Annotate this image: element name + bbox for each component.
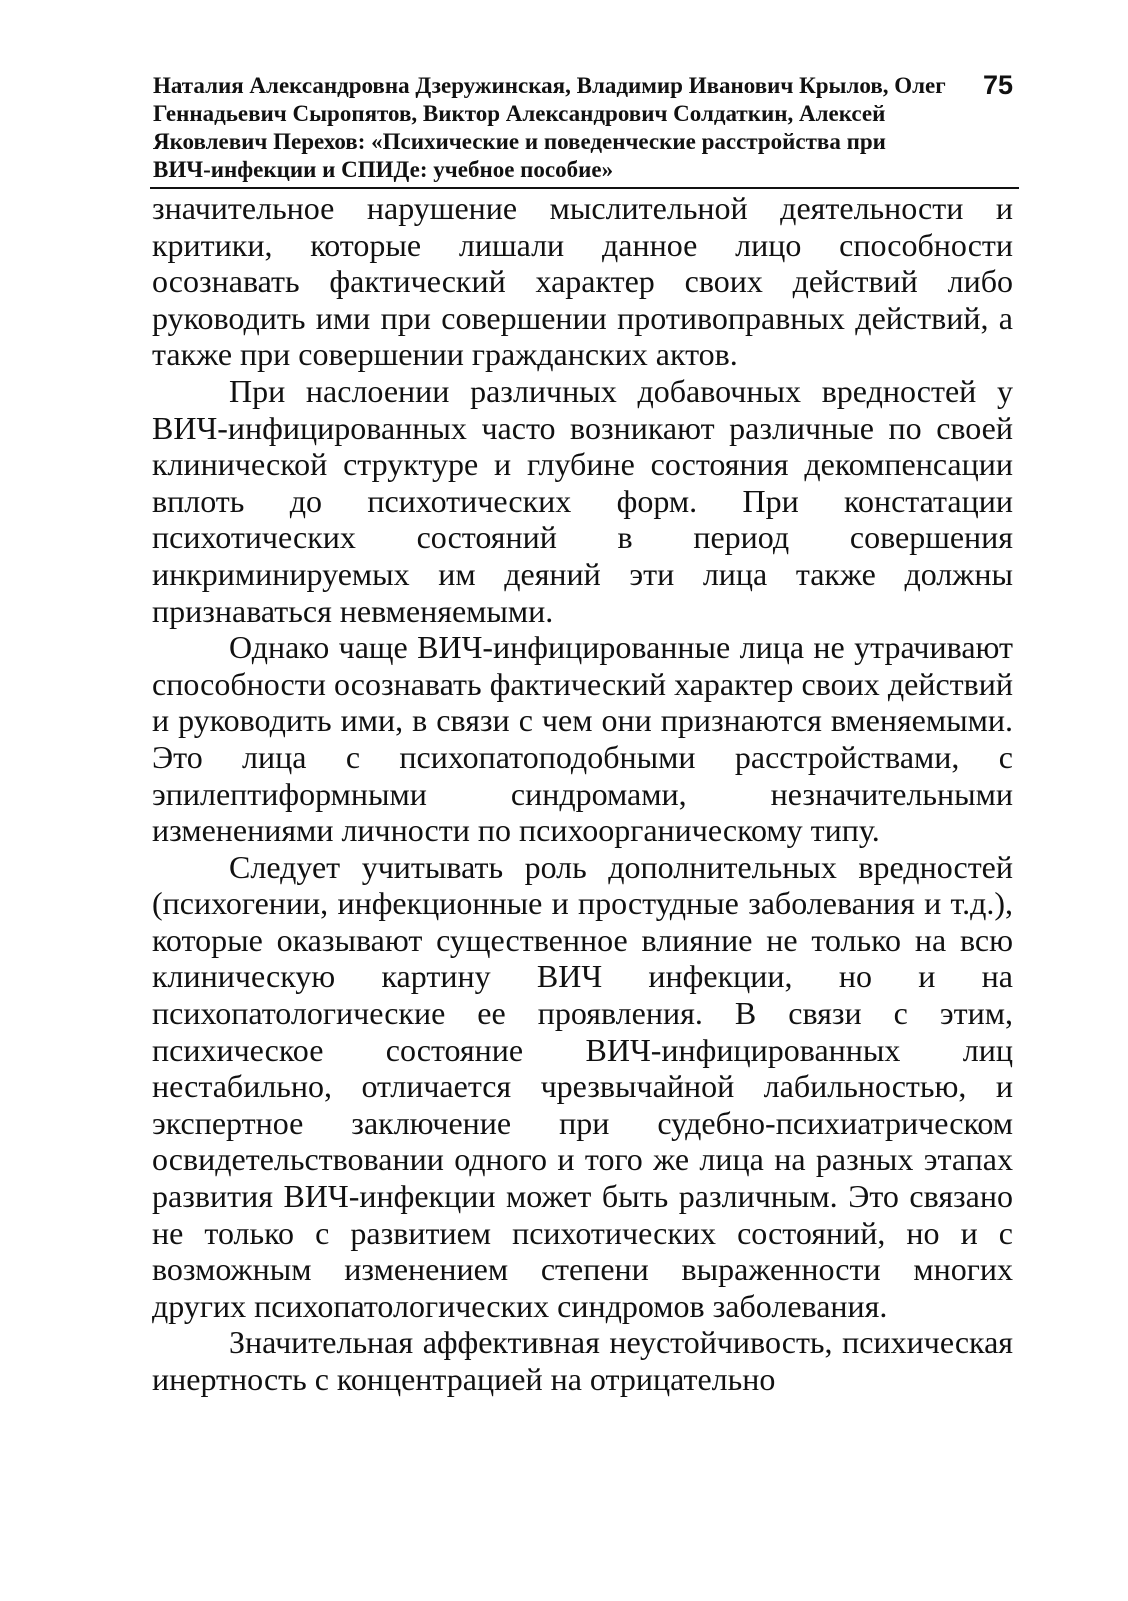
paragraph: Значительная аффективная неустойчивость, психическая инертность с концентрацией на отрицательно (152, 1324, 1013, 1397)
paragraph: Однако чаще ВИЧ-инфицированные лица не утрачивают способности осознавать фактический характер своих действий и руководить ими, в связи с чем они признаются вменяемыми. Это лица с психопатоподобными расстройствами, с эпилептиформными синдромами, незначительными изменениями личности по психоорганическому типу. (152, 629, 1013, 849)
header-line: ВИЧ-инфекции и СПИДе: учебное пособие» (153, 157, 614, 182)
header-line: Геннадьевич Сыропятов, Виктор Александрович Солдаткин, Алексей (153, 101, 886, 126)
header-divider (150, 187, 1019, 189)
running-header (153, 72, 1018, 184)
paragraph: При наслоении различных добавочных вредностей у ВИЧ-инфицированных часто возникают различные по своей клинической структуре и глубине состояния декомпенсации вплоть до психотических форм. При констатации психотических состояний в период совершения инкриминируемых им деяний эти лица также должны признаваться невменяемыми. (152, 372, 1013, 629)
header-line: Наталия Александровна Дзеружинская, Владимир Иванович Крылов, Олег (153, 73, 946, 98)
paragraph-continuation: значительное нарушение мыслительной деятельности и критики, которые лишали данное лицо способности осознавать фактический характер своих действий либо руководить ими при совершении противоправных действий, а также при совершении гражданских актов. (152, 190, 1013, 373)
paragraph: Следует учитывать роль дополнительных вредностей (психогении, инфекционные и простудные заболевания и т.д.), которые оказывают существенное влияние не только на всю клиническую картину ВИЧ инфекции, но и на психопатологические ее проявления. В связи с этим, психическое состояние ВИЧ-инфицированных лиц нестабильно, отличается чрезвычайной лабильностью, и экспертное заключение при судебно-психиатрическом освидетельствовании одного и того же лица на разных этапах развития ВИЧ-инфекции может быть различным. Это связано не только с развитием психотических состояний, но и с возможным изменением степени выраженности многих других психопатологических синдромов заболевания. (152, 848, 1013, 1324)
page-number: 75 (983, 70, 1014, 100)
header-line: Яковлевич Перехов: «Психические и поведенческие расстройства при (153, 129, 886, 154)
body-text (152, 190, 1013, 1398)
